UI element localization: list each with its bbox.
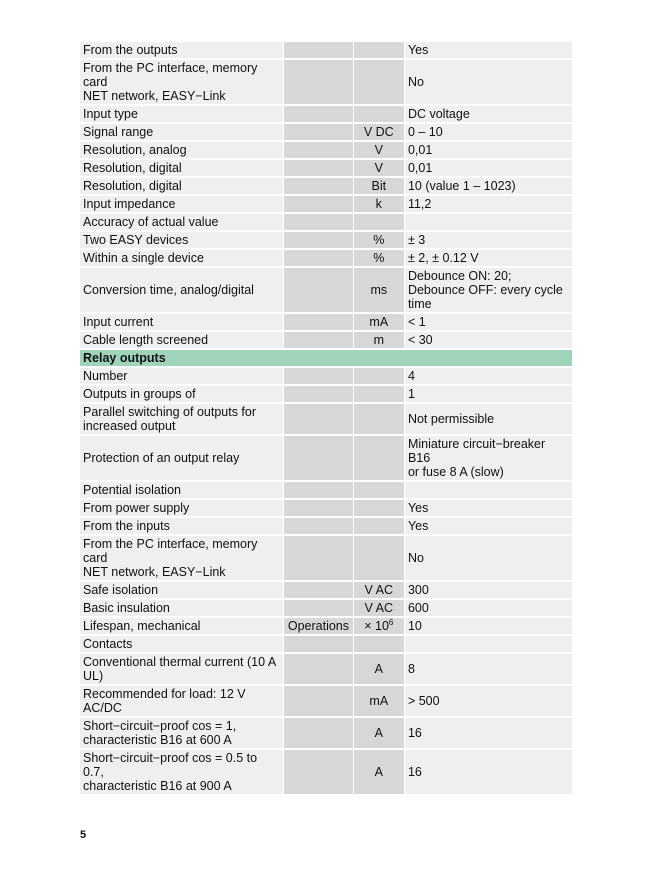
spec-qualifier <box>284 436 352 480</box>
spec-value: ± 3 <box>405 232 572 248</box>
spec-value: 4 <box>405 368 572 384</box>
spec-value: 600 <box>405 600 572 616</box>
spec-value: DC voltage <box>405 106 572 122</box>
spec-row <box>80 686 572 716</box>
spec-row <box>80 518 572 534</box>
spec-row <box>80 232 572 248</box>
spec-unit: A <box>354 654 404 684</box>
spec-unit <box>354 518 404 534</box>
spec-label: Resolution, digital <box>80 178 283 194</box>
spec-value: 300 <box>405 582 572 598</box>
spec-row <box>80 750 572 794</box>
spec-qualifier <box>284 654 352 684</box>
spec-value: 1 <box>405 386 572 402</box>
spec-row <box>80 178 572 194</box>
spec-qualifier <box>284 518 352 534</box>
spec-row <box>80 718 572 748</box>
spec-label: Protection of an output relay <box>80 436 283 480</box>
spec-row <box>80 654 572 684</box>
spec-row <box>80 482 572 498</box>
spec-unit: k <box>354 196 404 212</box>
spec-label: Accuracy of actual value <box>80 214 283 230</box>
spec-unit: ms <box>354 268 404 312</box>
spec-label: From the PC interface, memory card NET network, EASY−Link <box>80 536 283 580</box>
spec-row <box>80 404 572 434</box>
spec-value: 11,2 <box>405 196 572 212</box>
spec-unit: % <box>354 250 404 266</box>
spec-row <box>80 250 572 266</box>
spec-qualifier <box>284 386 352 402</box>
spec-unit <box>354 214 404 230</box>
spec-label: From the outputs <box>80 42 283 58</box>
spec-unit: A <box>354 718 404 748</box>
spec-label: Conversion time, analog/digital <box>80 268 283 312</box>
spec-value: Yes <box>405 42 572 58</box>
spec-qualifier <box>284 332 352 348</box>
spec-label: Number <box>80 368 283 384</box>
spec-qualifier <box>284 482 352 498</box>
spec-value: Yes <box>405 500 572 516</box>
spec-value: 10 (value 1 – 1023) <box>405 178 572 194</box>
spec-unit: mA <box>354 686 404 716</box>
spec-label: From power supply <box>80 500 283 516</box>
spec-unit <box>354 60 404 104</box>
spec-row <box>80 636 572 652</box>
spec-value: 0,01 <box>405 142 572 158</box>
spec-value <box>405 636 572 652</box>
spec-row <box>80 536 572 580</box>
spec-unit <box>354 536 404 580</box>
spec-value: 10 <box>405 618 572 634</box>
spec-row <box>80 268 572 312</box>
spec-label: Short−circuit−proof cos = 1, characteristic B16 at 600 A <box>80 718 283 748</box>
spec-label: Lifespan, mechanical <box>80 618 283 634</box>
spec-label: From the inputs <box>80 518 283 534</box>
spec-label: Conventional thermal current (10 A UL) <box>80 654 283 684</box>
spec-value <box>405 482 572 498</box>
spec-qualifier <box>284 600 352 616</box>
spec-qualifier <box>284 314 352 330</box>
spec-label: Input current <box>80 314 283 330</box>
spec-row <box>80 386 572 402</box>
unit-exponent: 6 <box>388 617 394 627</box>
spec-row <box>80 332 572 348</box>
spec-qualifier <box>284 500 352 516</box>
spec-label: Cable length screened <box>80 332 283 348</box>
spec-qualifier <box>284 178 352 194</box>
spec-unit <box>354 368 404 384</box>
spec-label: Short−circuit−proof cos = 0.5 to 0.7, characteristic B16 at 900 A <box>80 750 283 794</box>
spec-value: 0 – 10 <box>405 124 572 140</box>
section-header-row <box>80 350 572 366</box>
spec-qualifier <box>284 106 352 122</box>
spec-value: ± 2, ± 0.12 V <box>405 250 572 266</box>
spec-row <box>80 60 572 104</box>
spec-unit: V AC <box>354 600 404 616</box>
spec-label: Within a single device <box>80 250 283 266</box>
spec-value: Debounce ON: 20; Debounce OFF: every cycle time <box>405 268 572 312</box>
spec-value: 16 <box>405 750 572 794</box>
spec-value: 16 <box>405 718 572 748</box>
spec-row <box>80 582 572 598</box>
specifications-table <box>79 40 573 796</box>
spec-qualifier <box>284 160 352 176</box>
spec-row <box>80 124 572 140</box>
spec-qualifier <box>284 368 352 384</box>
spec-unit <box>354 106 404 122</box>
spec-unit <box>354 404 404 434</box>
spec-qualifier <box>284 686 352 716</box>
spec-qualifier <box>284 142 352 158</box>
spec-unit <box>354 618 404 634</box>
spec-value: No <box>405 536 572 580</box>
spec-qualifier <box>284 42 352 58</box>
spec-qualifier <box>284 268 352 312</box>
spec-qualifier <box>284 250 352 266</box>
spec-qualifier <box>284 582 352 598</box>
spec-row <box>80 214 572 230</box>
spec-qualifier <box>284 232 352 248</box>
spec-label: Two EASY devices <box>80 232 283 248</box>
spec-unit: % <box>354 232 404 248</box>
spec-value: Not permissible <box>405 404 572 434</box>
spec-label: Safe isolation <box>80 582 283 598</box>
spec-value: Miniature circuit−breaker B16 or fuse 8 A (slow) <box>405 436 572 480</box>
spec-row <box>80 600 572 616</box>
spec-qualifier <box>284 536 352 580</box>
spec-label: Potential isolation <box>80 482 283 498</box>
spec-qualifier <box>284 60 352 104</box>
spec-qualifier <box>284 124 352 140</box>
spec-value: < 1 <box>405 314 572 330</box>
spec-row <box>80 436 572 480</box>
spec-value: 8 <box>405 654 572 684</box>
spec-value: 0,01 <box>405 160 572 176</box>
section-title: Relay outputs <box>80 350 572 366</box>
spec-label: Resolution, analog <box>80 142 283 158</box>
spec-row <box>80 160 572 176</box>
spec-unit: V DC <box>354 124 404 140</box>
spec-label: Outputs in groups of <box>80 386 283 402</box>
spec-unit: mA <box>354 314 404 330</box>
spec-unit: V <box>354 142 404 158</box>
spec-value: No <box>405 60 572 104</box>
spec-value: > 500 <box>405 686 572 716</box>
spec-row <box>80 500 572 516</box>
spec-row <box>80 618 572 634</box>
spec-unit <box>354 500 404 516</box>
spec-unit <box>354 482 404 498</box>
spec-unit: V <box>354 160 404 176</box>
spec-unit <box>354 386 404 402</box>
spec-unit: m <box>354 332 404 348</box>
spec-row <box>80 42 572 58</box>
spec-row <box>80 368 572 384</box>
spec-qualifier <box>284 750 352 794</box>
spec-row <box>80 196 572 212</box>
spec-unit: Bit <box>354 178 404 194</box>
spec-row <box>80 106 572 122</box>
page-number: 5 <box>80 829 87 841</box>
spec-label: Contacts <box>80 636 283 652</box>
spec-label: Resolution, digital <box>80 160 283 176</box>
spec-row <box>80 314 572 330</box>
spec-unit <box>354 42 404 58</box>
spec-label: Signal range <box>80 124 283 140</box>
spec-label: From the PC interface, memory card NET network, EASY−Link <box>80 60 283 104</box>
spec-label: Basic insulation <box>80 600 283 616</box>
spec-label: Input type <box>80 106 283 122</box>
spec-value: < 30 <box>405 332 572 348</box>
spec-value: Yes <box>405 518 572 534</box>
unit-base: × 10 <box>364 619 389 633</box>
spec-unit: A <box>354 750 404 794</box>
spec-label: Input impedance <box>80 196 283 212</box>
spec-unit: V AC <box>354 582 404 598</box>
spec-row <box>80 142 572 158</box>
spec-qualifier <box>284 214 352 230</box>
spec-qualifier <box>284 636 352 652</box>
spec-qualifier: Operations <box>284 618 352 634</box>
spec-label: Recommended for load: 12 V AC/DC <box>80 686 283 716</box>
spec-qualifier <box>284 196 352 212</box>
spec-value <box>405 214 572 230</box>
spec-unit <box>354 436 404 480</box>
spec-qualifier <box>284 404 352 434</box>
spec-unit <box>354 636 404 652</box>
spec-qualifier <box>284 718 352 748</box>
spec-label: Parallel switching of outputs for increased output <box>80 404 283 434</box>
